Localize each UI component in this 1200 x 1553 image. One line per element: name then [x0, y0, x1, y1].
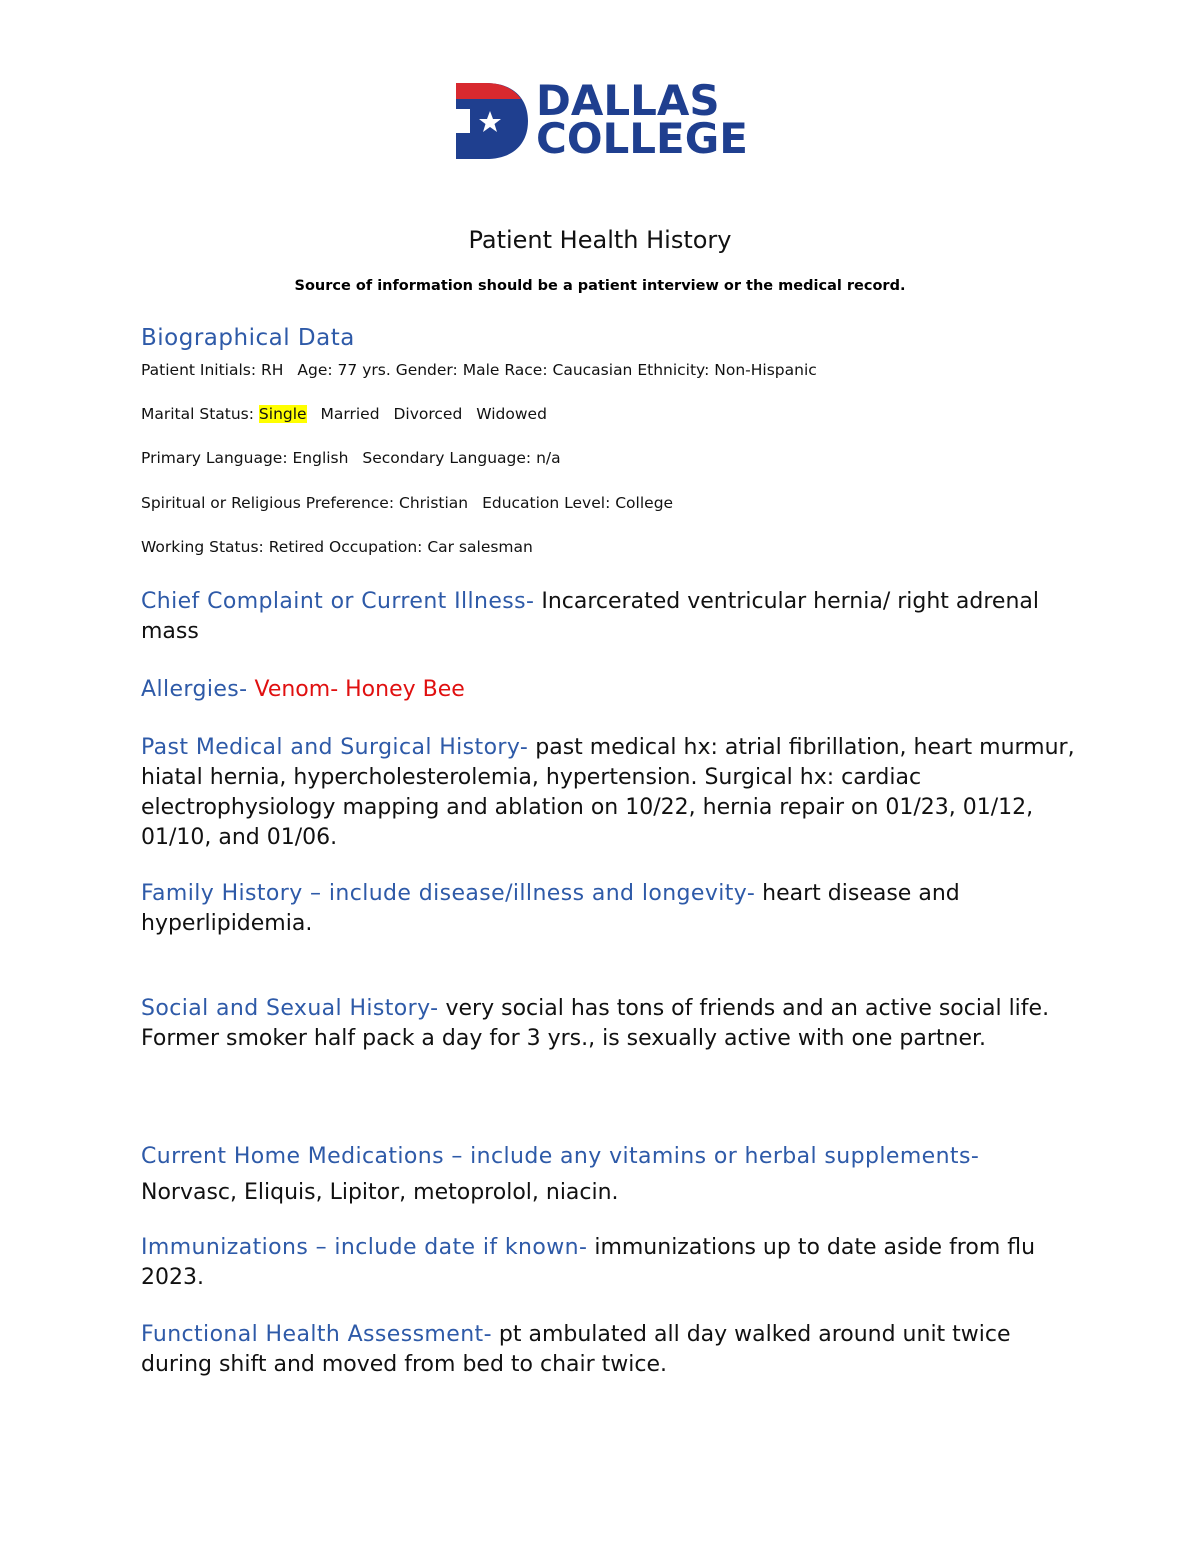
age-value: 77 yrs.: [337, 361, 391, 379]
secondary-language-value: n/a: [536, 449, 561, 467]
functional-health-section: [141, 1320, 1081, 1380]
allergies-section: [141, 675, 1081, 705]
social-history-text: very social has tons of friends and an active social life. Former smoker half pack a day for 3 yrs., is sexually active with one partner.: [141, 996, 1050, 1051]
allergies-heading: Allergies-: [141, 677, 248, 702]
chief-complaint-section: [141, 587, 1081, 647]
secondary-language-label: Secondary Language:: [362, 449, 532, 467]
logo-word-dallas: DALLAS: [536, 76, 720, 125]
pmh-heading: Past Medical and Surgical History-: [141, 735, 529, 760]
education-value: College: [615, 494, 674, 512]
ethnicity-label: Ethnicity:: [637, 361, 710, 379]
family-history-section: [141, 879, 1081, 939]
social-history-heading: Social and Sexual History-: [141, 996, 439, 1021]
dallas-college-d-star-icon: [456, 83, 530, 159]
chief-complaint-text: Incarcerated ventricular hernia/ right adrenal mass: [141, 589, 1039, 644]
primary-language-value: English: [292, 449, 349, 467]
pmh-text: past medical hx: atrial fibrillation, heart murmur, hiatal hernia, hypercholesterolemia, hypertension. Surgical hx: cardiac electrophysiology mapping and ablation on 10/22, hernia repair on 01/23, 01/12, 01/10, and 01/06.: [141, 735, 1075, 850]
chief-complaint-heading: Chief Complaint or Current Illness-: [141, 589, 535, 614]
marital-option-single: Single: [258, 405, 307, 423]
occupation-value: Car salesman: [427, 538, 533, 556]
age-label: Age:: [297, 361, 333, 379]
gender-value: Male: [462, 361, 500, 379]
page-title: Patient Health History: [468, 226, 732, 254]
gender-label: Gender:: [395, 361, 458, 379]
occupation-label: Occupation:: [329, 538, 423, 556]
page-subtitle: Source of information should be a patient interview or the medical record.: [294, 278, 906, 294]
bio-line-religion-education: [141, 494, 673, 512]
immunizations-heading: Immunizations – include date if known-: [141, 1235, 588, 1260]
allergies-text: Venom- Honey Bee: [247, 677, 465, 702]
immunizations-text: immunizations up to date aside from flu 2023.: [141, 1235, 1036, 1290]
bio-line-demographics: [141, 361, 817, 379]
bio-line-language: [141, 449, 561, 467]
family-history-heading: Family History – include disease/illness and longevity-: [141, 881, 756, 906]
marital-option-divorced: Divorced: [393, 405, 463, 423]
marital-option-widowed: Widowed: [476, 405, 547, 423]
working-status-label: Working Status:: [141, 538, 264, 556]
race-value: Caucasian: [552, 361, 633, 379]
home-medications-heading: Current Home Medications – include any vitamins or herbal supplements-: [141, 1144, 980, 1169]
religion-label: Spiritual or Religious Preference:: [141, 494, 395, 512]
working-status-value: Retired: [268, 538, 325, 556]
race-label: Race:: [504, 361, 548, 379]
biographical-data-heading: Biographical Data: [141, 325, 355, 351]
functional-health-text: pt ambulated all day walked around unit twice during shift and moved from bed to chair twice.: [141, 1322, 1011, 1377]
marital-option-married: Married: [320, 405, 380, 423]
home-medications-text: Norvasc, Eliquis, Lipitor, metoprolol, niacin.: [141, 1180, 619, 1205]
functional-health-heading: Functional Health Assessment-: [141, 1322, 492, 1347]
marital-label: Marital Status:: [141, 405, 254, 423]
home-medications-section: [141, 1139, 1081, 1211]
education-label: Education Level:: [482, 494, 611, 512]
ethnicity-value: Non-Hispanic: [714, 361, 817, 379]
bio-line-marital: [141, 405, 547, 423]
initials-label: Patient Initials:: [141, 361, 257, 379]
family-history-text: heart disease and hyperlipidemia.: [141, 881, 960, 936]
primary-language-label: Primary Language:: [141, 449, 288, 467]
religion-value: Christian: [399, 494, 469, 512]
logo-word-college: COLLEGE: [536, 114, 748, 163]
bio-line-working: [141, 538, 533, 556]
social-sexual-history-section: [141, 994, 1081, 1054]
immunizations-section: [141, 1233, 1081, 1293]
dallas-college-logo: [456, 76, 748, 163]
initials-value: RH: [261, 361, 284, 379]
past-medical-surgical-history-section: [141, 733, 1081, 853]
